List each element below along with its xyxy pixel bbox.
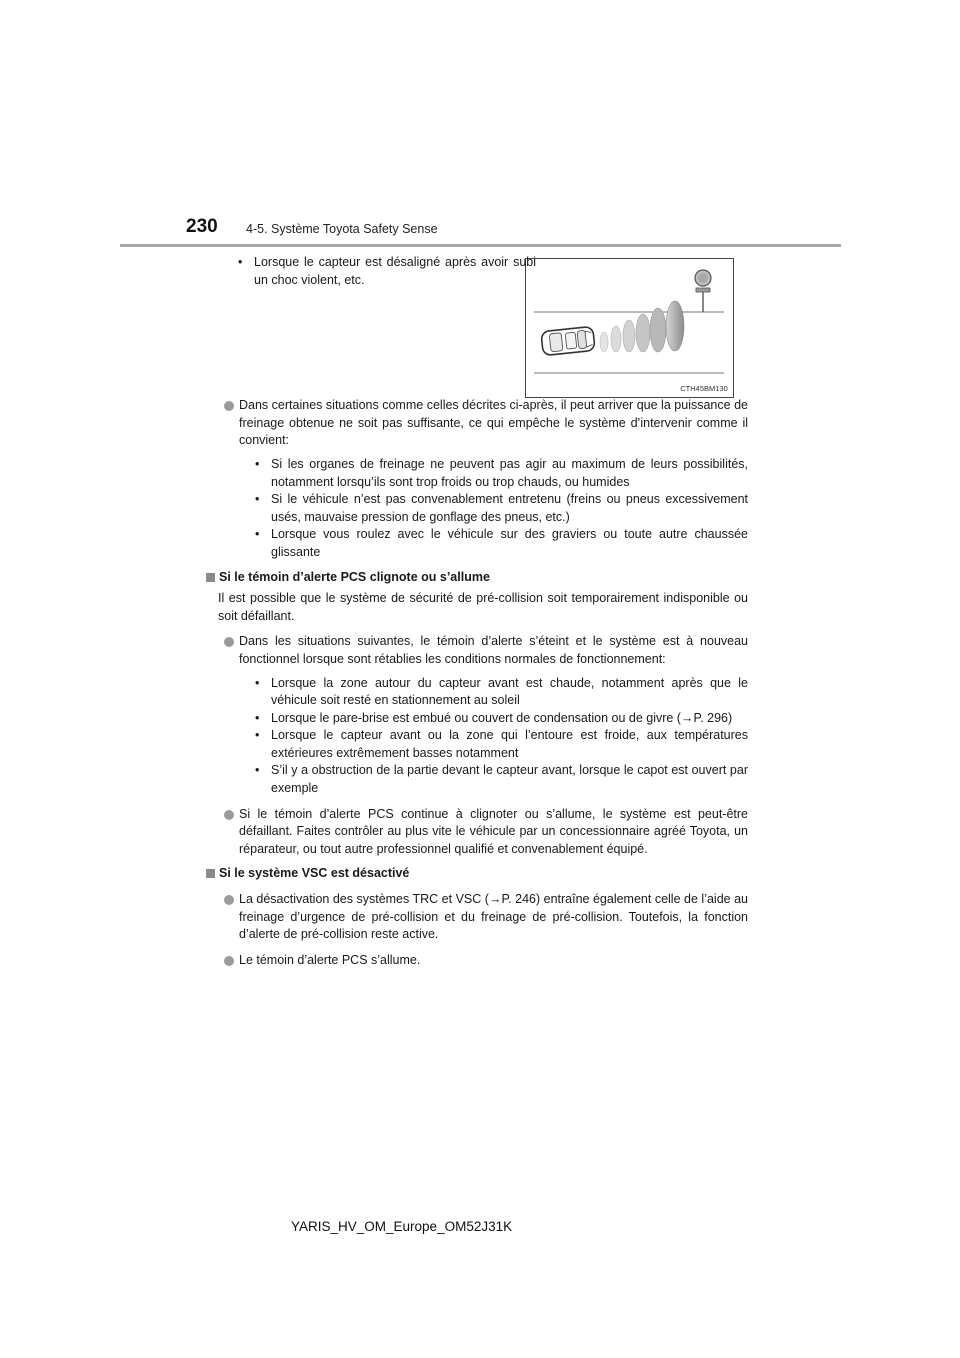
document-code: YARIS_HV_OM_Europe_OM52J31K: [291, 1219, 513, 1234]
section-intro: Il est possible que le système de sécurité de pré-collision soit temporairement indisponible ou soit défaillant.: [218, 591, 748, 623]
list-item: • S’il y a obstruction de la partie devant le capteur avant, lorsque le capot est ouvert par exemple: [255, 762, 748, 797]
list-item: • Si le véhicule n’est pas convenablement entretenu (freins ou pneus excessivement usés, mauvaise pression de gonflage des pneus, etc.): [255, 491, 748, 526]
point-text: Dans les situations suivantes, le témoin d’alerte s’éteint et le système est à nouveau fonctionnel lorsque sont rétablies les conditions normales de fonctionnement:: [239, 634, 748, 666]
bullet-circle-icon: [224, 956, 234, 966]
point-item: [222, 806, 748, 859]
list-item: • Lorsque vous roulez avec le véhicule sur des graviers ou toute autre chaussée glissante: [255, 526, 748, 561]
list-item: • Lorsque la zone autour du capteur avant est chaude, notamment après que le véhicule soit resté en stationnement au soleil: [255, 675, 748, 710]
section-title: 4-5. Système Toyota Safety Sense: [246, 222, 438, 236]
point-text: Le témoin d’alerte PCS s’allume.: [239, 952, 421, 967]
list-item: • Lorsque le pare-brise est embué ou couvert de condensation ou de givre (→P. 296): [255, 710, 748, 728]
page-number: 230: [186, 216, 218, 237]
sub-list: [239, 456, 748, 562]
bullet-circle-icon: [224, 401, 234, 411]
bullet-circle-icon: [224, 637, 234, 647]
heading-square-icon: [206, 573, 215, 582]
figure-code: CTH45BM130: [680, 384, 728, 393]
point-text: Si le témoin d’alerte PCS continue à clignoter ou s’allume, le système est peut-être défaillant. Faites contrôler au plus vite le véhicule par un concessionnaire agréé Toyota, un réparateur, ou tout autre professionnel qualifié et convenablement équipé.: [239, 806, 748, 856]
list-item: • Lorsque le capteur est désaligné après avoir subi un choc violent, etc.: [238, 254, 536, 289]
point-text: La désactivation des systèmes TRC et VSC (→P. 246) entraîne également celle de l’aide au freinage d’urgence de pré-collision et du freinage de pré-collision. Toutefois, la fonction d’alerte de pré-collision reste active.: [239, 892, 748, 942]
heading-square-icon: [206, 869, 215, 878]
section-heading-text: Si le système VSC est désactivé: [219, 866, 410, 881]
section-heading: [206, 865, 748, 883]
list-item: • Si les organes de freinage ne peuvent pas agir au maximum de leurs possibilités, notamment lorsqu’ils sont trop froids ou trop chauds, ou humides: [255, 456, 748, 491]
bullet-circle-icon: [224, 810, 234, 820]
header-divider: [120, 244, 841, 247]
sub-list: [239, 675, 748, 798]
point-item: [222, 891, 748, 944]
point-item: [222, 633, 748, 797]
section-heading: [206, 569, 748, 587]
page-content: [218, 254, 748, 969]
section-heading-text: Si le témoin d’alerte PCS clignote ou s’allume: [219, 569, 490, 584]
bullet-circle-icon: [224, 895, 234, 905]
point-item: [222, 952, 748, 970]
point-item: [222, 397, 748, 561]
list-item: • Lorsque le capteur avant ou la zone qui l’entoure est froide, aux températures extérieures extrêmement basses notamment: [255, 727, 748, 762]
point-text: Dans certaines situations comme celles décrites ci-après, il peut arriver que la puissance de freinage obtenue ne soit pas suffisante, ce qui empêche le système d’intervenir comme il convient:: [239, 398, 748, 448]
